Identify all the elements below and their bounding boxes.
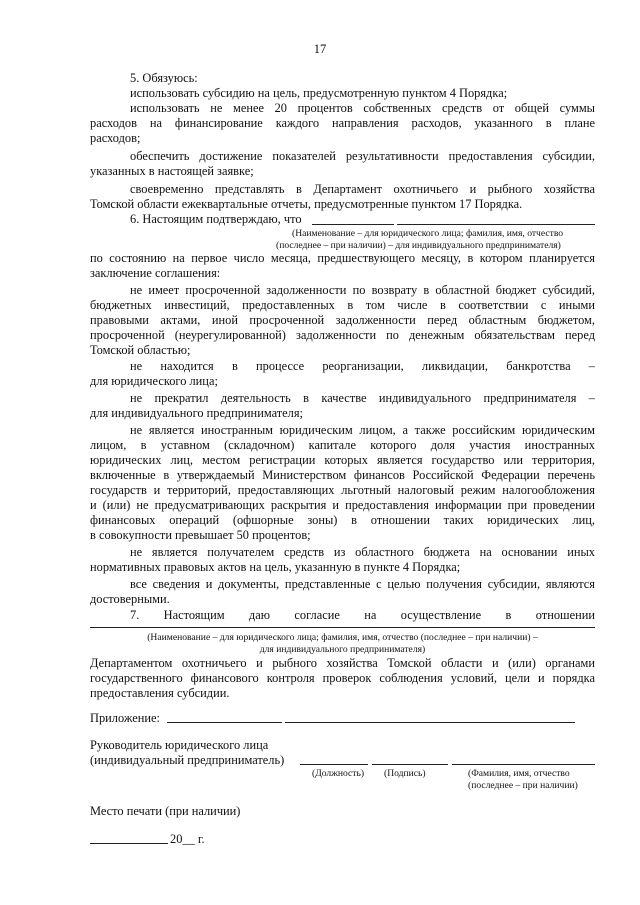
para6-item1-line1: не имеет просроченной задолженности по возврату в областной бюджет субсидий, [130,283,595,297]
para5-item3-line1: обеспечить достижение показателей результативности предоставления субсидии, [130,149,595,163]
para5-item2-line1: использовать не менее 20 процентов собственных средств от общей суммы [130,101,595,115]
full-name-caption-line1: (Фамилия, имя, отчество [468,768,570,779]
para7-caption-line2: для индивидуального предпринимателя) [259,644,426,655]
signatory-line2: (индивидуальный предприниматель) [90,753,285,767]
para6-item4-line3: юридических лиц, местом регистрации которых является государство или территория, [90,453,595,467]
signature-caption: (Подпись) [384,768,426,779]
para5-item2-line3: расходов; [90,131,141,145]
position-caption: (Должность) [312,768,365,779]
name-blank-long [397,224,595,225]
attachment-blank-short [167,722,282,723]
signature-blank [372,764,448,765]
para6-caption-line2: (последнее – при наличии) – для индивидуального предпринимателя) [276,240,561,251]
para6-item4-line7: финансовых операций (офшорные зоны) в отношении таких юридических лиц, [90,513,595,527]
para6-item5-line2: нормативных правовых актов на цель, указанную в пункте 4 Порядка; [90,560,461,574]
para7-lead: 7. Настоящим даю согласие на осуществление в отношении [130,608,595,622]
para5-item1: использовать субсидию на цель, предусмотренную пунктом 4 Порядка; [130,86,508,100]
para6-item4-line1: не является иностранным юридическим лицом, а также российским юридическим [130,423,595,437]
para6-item2-line2: для юридического лица; [90,374,218,388]
attachment-blank-long [285,722,575,723]
para5-item4-line1: своевременно представлять в Департамент охотничьего и рыбного хозяйства [130,182,595,196]
para6-item6-line1: все сведения и документы, представленные с целью получения субсидии, являются [130,577,595,591]
attachment-label: Приложение: [90,711,160,725]
consent-blank [90,627,595,628]
para6-intro-line2: заключение соглашения: [90,266,221,280]
para6-item3-line2: для индивидуального предпринимателя; [90,406,303,420]
stamp-label: Место печати (при наличии) [90,804,241,818]
para5-item3-line2: указанных в настоящей заявке; [90,164,254,178]
full-name-caption-line2: (последнее – при наличии) [468,780,578,791]
para6-item4-line6: и (или) не предусматривающих раскрытия и предоставления информации при проведении [90,498,595,512]
para5-item2-line2: расходов на финансирование каждого направления расходов, указанного в плане [90,116,595,130]
date-year: 20__ г. [170,832,205,846]
full-name-blank [452,764,595,765]
para6-item5-line1: не является получателем средств из областного бюджета на основании иных [130,545,595,559]
para6-item1-line2: бюджетных инвестиций, предоставленных в том числе в соответствии с иными [90,298,595,312]
para6-item1-line5: Томской областью; [90,343,191,357]
para6-item2-line1: не находится в процессе реорганизации, ликвидации, банкротства – [130,359,595,373]
signatory-line1: Руководитель юридического лица [90,738,269,752]
para6-item1-line3: правовыми актами, иной просроченной задолженности перед областным бюджетом, [90,313,595,327]
date-blank [90,843,168,844]
position-blank [300,764,368,765]
para6-caption-line1: (Наименование – для юридического лица; фамилия, имя, отчество [292,228,564,239]
para6-item4-line2: лицом, в уставном (складочном) капитале которого доля участия иностранных [90,438,595,452]
para6-item3-line1: не прекратил деятельность в качестве индивидуального предпринимателя – [130,391,595,405]
para7-caption-line1: (Наименование – для юридического лица; фамилия, имя, отчество (последнее – при наличии) – [147,632,538,643]
para6-item4-line5: государств и территорий, предоставляющих льготный налоговый режим налогообложения [90,483,595,497]
para6-item4-line4: включенные в утверждаемый Министерством финансов Российской Федерации перечень [90,468,595,482]
para6-item4-line8: в совокупности превышает 50 процентов; [90,528,311,542]
page-number: 17 [313,42,327,56]
para6-intro-line1: по состоянию на первое число месяца, предшествующего месяцу, в котором планируется [90,251,595,265]
para6-item1-line4: просроченной (неурегулированной) задолженности по денежным обязательствам перед [90,328,595,342]
para7-text-line1: Департаментом охотничьего и рыбного хозяйства Томской области и (или) органами [90,656,595,670]
para7-text-line2: государственного финансового контроля проверок соблюдения условий, цели и порядка [90,671,595,685]
para7-text-line3: предоставления субсидии. [90,686,230,700]
para5-heading: 5. Обязуюсь: [130,71,198,85]
para6-item6-line2: достоверными. [90,592,170,606]
name-blank-short [312,224,394,225]
para6-lead: 6. Настоящим подтверждаю, что [130,212,302,226]
para5-item4-line2: Томской области ежеквартальные отчеты, предусмотренные пунктом 17 Порядка. [90,197,523,211]
